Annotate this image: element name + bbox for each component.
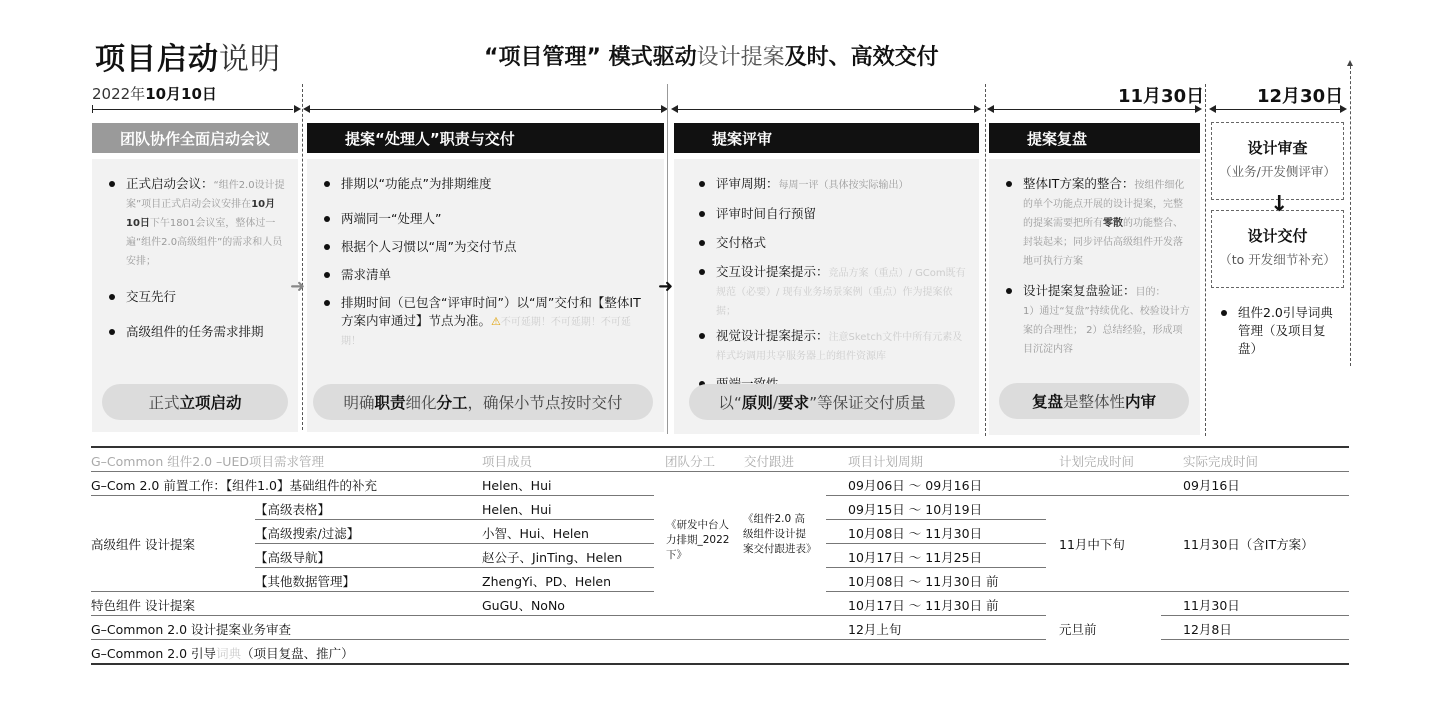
retro-integration-note: 按组件细化的单个功能点开展的设计提案，完整的提案需要把所有 [1023,180,1185,229]
sub-row-name: 【其他数据管理】 [255,574,356,589]
sub-row-name: 【高级搜索/过滤】 [255,526,360,541]
design-delivery-title: 设计交付 [1247,227,1308,245]
col-header-period: 项目计划周期 [848,454,924,469]
start-date-year: 2022年 [92,85,146,103]
retro-summary-pill [999,383,1189,419]
sub-row-period: 10月08日 ～ 11月30日 [848,526,983,541]
review-visual-label: 视觉设计提案提示： [716,328,829,343]
pill-text: ”等保证交付质量 [809,394,926,412]
pill-text: ，确保小节点按时交付 [467,394,623,412]
group-planned: 11月中下旬 [1059,537,1125,552]
timeline-axis [0,0,1440,120]
phase-review-panel [674,159,979,434]
design-delivery-box [1211,210,1344,288]
sub-row-period: 10月08日 ～ 11月30日 前 [848,574,999,589]
final-item-dictionary: 组件2.0引导词典管理（及项目复盘） [1218,304,1342,358]
review-item-cycle [696,175,969,194]
table-row-special: 特色组件 设计提案 [91,598,195,613]
review-item-visual [696,327,969,365]
review-item-time: 评审时间自行预留 [696,205,969,223]
col-header-members: 项目成员 [482,454,533,469]
row-name-detail: （项目复盘、推广） [241,646,354,661]
delivery-tracking-note: 《组件2.0 高级组件设计提案交付跟进表》 [743,513,817,555]
review-interaction-label: 交互设计提案提示： [716,264,829,279]
pill-text-bold: 复盘 [1031,393,1063,411]
sub-row-period: 09月15日 ～ 10月19日 [848,502,983,517]
col-header-actual: 实际完成时间 [1183,454,1259,469]
pill-text: 以“ [718,394,742,412]
row-members: GuGU、NoNo [482,598,565,613]
row-actual: 11月30日 [1183,598,1240,613]
row-period: 09月06日 ～ 09月16日 [848,478,983,493]
pill-text-bold: 要求 [778,394,810,412]
row-name: G–Common 2.0 引导 [91,646,217,661]
pill-text-bold: 原则 [741,394,773,412]
end-date: 12月30日 [1257,86,1344,107]
table-row-guide [91,644,354,662]
pill-text-bold: 分工 [436,394,468,412]
pill-text: / [772,393,779,411]
kickoff-item-label: 正式启动会议： [126,176,214,191]
arrow-down-icon: ↓ [1270,192,1289,217]
divider-solid [667,84,668,434]
review-interaction-note: 竞品方案（重点）/ GCom既有规范（必要）/ 现有业务场景案例（重点）作为提案依据； [716,268,966,317]
project-table [91,446,1349,666]
phase-retro-panel [989,159,1200,435]
phase-kickoff-header: 团队协作全面启动会议 [92,123,298,153]
retro-item-verify [1003,282,1190,358]
owner-timing-note: 不可延期！不可延期！不可延期！ [341,317,631,347]
row-period: 12月上旬 [848,622,902,637]
retro-integration-note-rest: 的功能整合、封装起来；同步评估高级组件开发落地可执行方案 [1023,218,1183,267]
col-header-team: 团队分工 [665,454,716,469]
review-item-interaction [696,263,969,320]
pill-text-bold: 内审 [1125,393,1157,411]
pill-text: 明确 [343,394,375,412]
phase-owner-header: 提案“处理人”职责与交付 [307,123,664,153]
owner-item-timing [321,294,650,350]
sub-row-members: 小智、Hui、Helen [482,526,589,541]
mid-date: 11月30日 [1118,86,1205,107]
divider-dotted [1350,66,1351,366]
design-review-box [1211,122,1344,200]
row-actual: 09月16日 [1183,478,1240,493]
row-name-faint: 词典 [216,646,242,661]
group-label: 高级组件 设计提案 [91,537,195,552]
owner-item-requirements: 需求清单 [321,266,650,284]
col-header-project: G–Common 组件2.0 –UED项目需求管理 [91,454,324,469]
table-row-prework [91,476,377,494]
kickoff-item-interaction: 交互先行 [106,288,288,306]
retro-verify-note: 目的： [1135,287,1166,298]
pill-text: 正式 [148,394,180,412]
kickoff-note-date: 10月10日 [126,199,276,229]
sub-row-members: Helen、Hui [482,502,552,517]
divider-dotted [302,84,303,430]
retro-integration-note-bold: 零散 [1103,218,1123,229]
sub-row-period: 10月17日 ～ 11月25日 [848,550,983,565]
divider-dotted [985,84,986,436]
final-list [1218,304,1342,358]
kickoff-summary-pill [102,384,288,420]
owner-summary-pill [313,384,653,420]
subtitle-part-b: 设计提案 [696,45,785,70]
sub-row-members: 赵公子、JinTing、Helen [482,550,623,565]
review-cycle-note: 每周一评（具体按实际输出） [778,180,909,191]
phase-owner-panel [307,159,664,432]
row-period: 10月17日 ～ 11月30日 前 [848,598,999,613]
retro-verify-label: 设计提案复盘验证： [1023,283,1136,298]
phase-review-header: 提案评审 [674,123,979,153]
group-actual: 11月30日（含IT方案） [1183,537,1314,552]
kickoff-note-rest: 下午1801会议室，整体过一遍“组件2.0高级组件”的需求和人员安排； [126,218,283,267]
row-name-detail: 【组件1.0】基础组件的补充 [225,478,377,493]
kickoff-note: “组件2.0设计提案”项目正式启动会议安排在 [126,180,285,210]
phase-retro-header: 提案复盘 [989,123,1200,153]
pill-text-bold: 立项启动 [179,394,242,412]
arrow-right-icon: ➜ [290,276,306,297]
kickoff-item-meeting [106,175,288,270]
subtitle-part-c: 及时、高效交付 [784,45,939,70]
col-header-planned: 计划完成时间 [1059,454,1135,469]
review-cycle-label: 评审周期： [716,176,779,191]
owner-timing-text: 排期时间（已包含“评审时间”）以“周”交付和【整体IT方案内审通过】节点为准。 [341,295,641,328]
start-date-day: 10月10日 [145,85,217,103]
owner-item-handler: 两端同一“处理人” [321,210,650,228]
row-actual: 12月8日 [1183,622,1232,637]
design-review-title: 设计审查 [1247,139,1308,157]
retro-item-integration [1003,175,1190,270]
row-members: Helen、Hui [482,478,552,493]
sub-row-name: 【高级表格】 [255,502,331,517]
col-header-delivery: 交付跟进 [744,454,795,469]
review-summary-pill [689,384,955,420]
table-row-review: G–Common 2.0 设计提案业务审查 [91,622,292,637]
team-schedule-note: 《研发中台人力排期_2022下》 [666,519,730,561]
design-review-subtitle: （业务/开发侧评审） [1219,164,1336,179]
title-light: 说明 [219,42,281,77]
phase-kickoff-panel [92,159,298,432]
row-planned: 元旦前 [1059,622,1097,637]
pill-text: 是整体性 [1062,393,1125,411]
retro-integration-label: 整体IT方案的整合： [1023,176,1135,191]
title-bold: 项目启动 [95,42,219,77]
row-name: G–Com 2.0 前置工作： [91,478,226,493]
divider-dotted [1205,84,1206,436]
review-item-format: 交付格式 [696,234,969,252]
retro-verify-note-detail: 1）通过“复盘”持续优化、校验设计方案的合理性； 2）总结经验，形成项目沉淀内容 [1023,306,1190,355]
arrow-up-icon [1347,60,1353,66]
sub-row-members: ZhengYi、PD、Helen [482,574,612,589]
arrow-right-icon: ➜ [658,276,674,297]
owner-item-week: 根据个人习惯以“周”为交付节点 [321,238,650,256]
design-delivery-subtitle: （to 开发细节补充） [1219,252,1336,267]
sub-row-name: 【高级导航】 [255,550,331,565]
subtitle-part-a: “项目管理” 模式驱动 [484,45,697,70]
warning-icon: ⚠ [491,315,501,328]
pill-text: 细化 [405,394,437,412]
review-visual-note: 注意Sketch文件中所有元素及样式均调用共享服务器上的组件资源库 [716,332,963,362]
owner-item-dimension: 排期以“功能点”为排期维度 [321,175,650,193]
kickoff-item-schedule: 高级组件的任务需求排期 [106,323,288,341]
pill-text-bold: 职责 [374,394,406,412]
